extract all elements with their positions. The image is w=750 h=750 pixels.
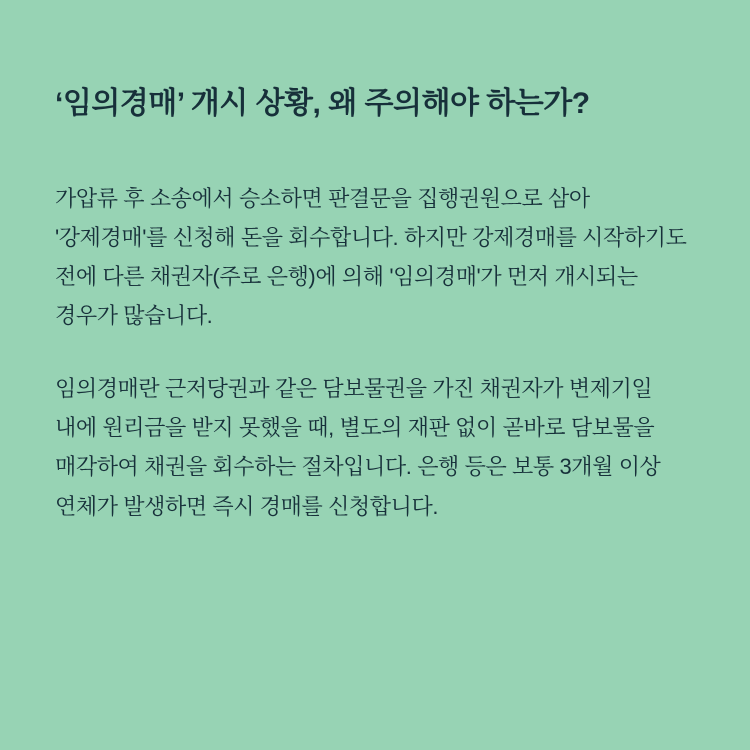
body-paragraph-1: 가압류 후 소송에서 승소하면 판결문을 집행권원으로 삼아 '강제경매'를 신청해 돈을 회수합니다. 하지만 강제경매를 시작하기도 전에 다른 채권자(주로 은행)에 의해 '임의경매'가 먼저 개시되는 경우가 많습니다. — [55, 185, 687, 328]
page-title: ‘임의경매’ 개시 상황, 왜 주의해야 하는가? — [55, 87, 590, 120]
body-paragraph-2: 임의경매란 근저당권과 같은 담보물권을 가진 채권자가 변제기일 내에 원리금을 받지 못했을 때, 별도의 재판 없이 곧바로 담보물을 매각하여 채권을 회수하는 절차입니다. 은행 등은 보통 3개월 이상 연체가 발생하면 즉시 경매를 신청합니다. — [55, 376, 661, 519]
